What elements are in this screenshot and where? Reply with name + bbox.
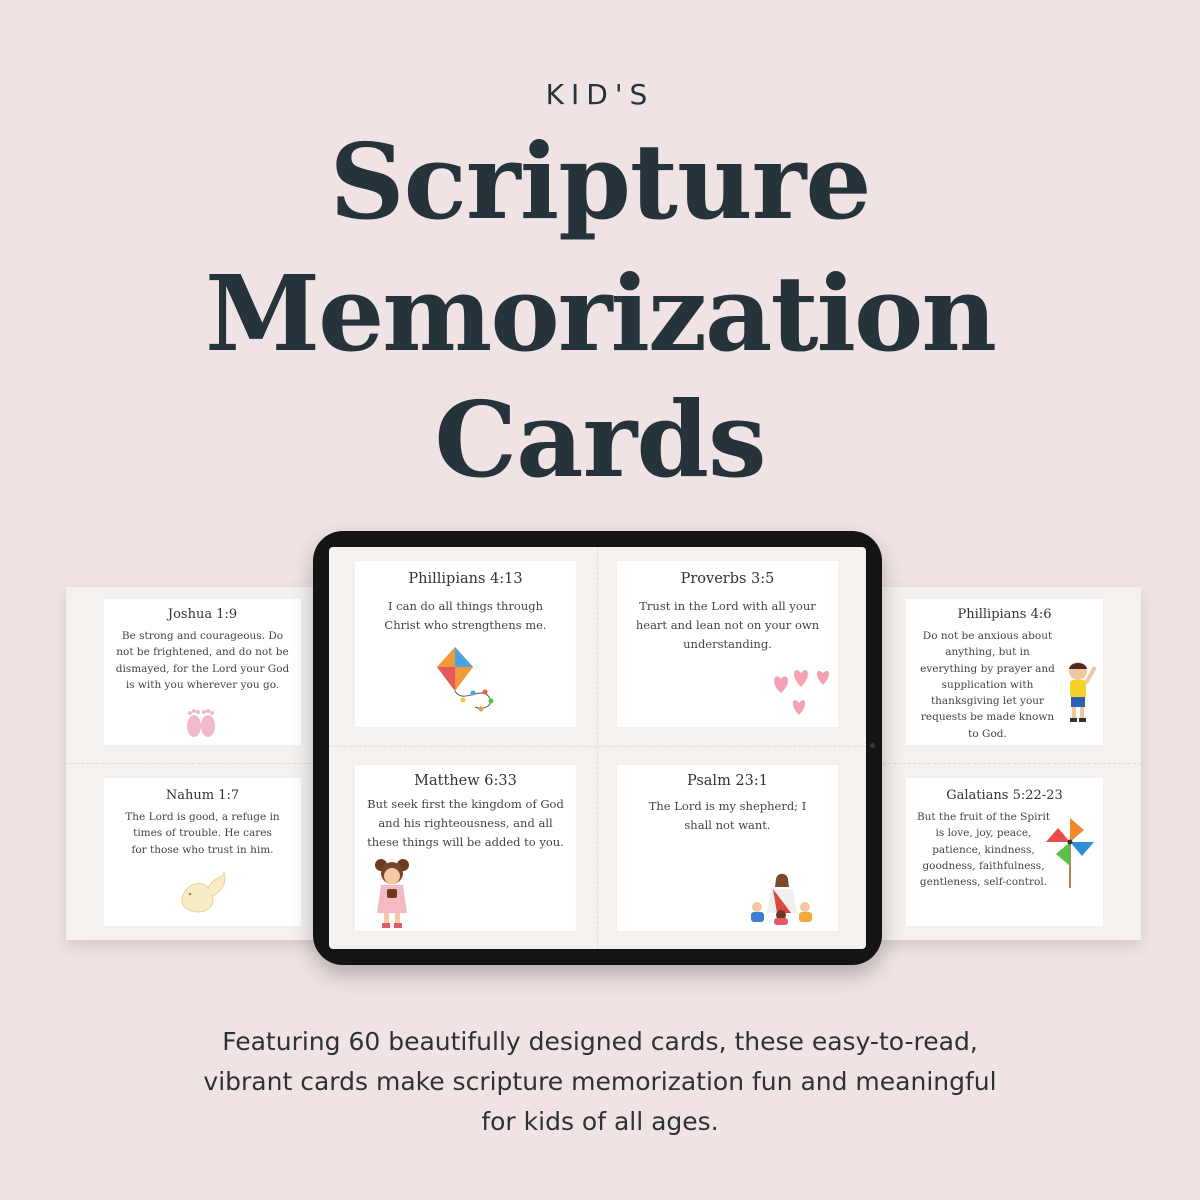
card-proverbs <box>617 561 838 727</box>
title-line-2: Memorization <box>205 252 995 375</box>
card-reference: Phillipians 4:13 <box>408 571 523 587</box>
card-verse: Be strong and courageous. Do not be frightened, and do not be dismayed, for the Lord your God is with you wherever you go. <box>115 630 290 691</box>
card-verse: The Lord is good, a refuge in times of trouble. He cares for those who trust in him. <box>125 811 280 856</box>
card-verse: The Lord is my shepherd; I shall not want. <box>648 799 807 832</box>
card-galatians <box>906 778 1103 926</box>
girl-icon <box>373 855 413 931</box>
camera-dot <box>870 743 875 748</box>
cut-line <box>878 763 1141 764</box>
cut-line <box>66 763 326 764</box>
card-reference: Phillipians 4:6 <box>957 607 1052 622</box>
footer-description: Featuring 60 beautifully designed cards, these easy-to-read, vibrant cards make scripture memorization fun and meaningful for kids of all ages. <box>203 1027 997 1136</box>
boy-icon <box>1062 659 1098 725</box>
card-reference: Matthew 6:33 <box>414 773 517 789</box>
kicker: KID'S <box>545 78 655 111</box>
card-verse: But seek first the kingdom of God and his righteousness, and all these things will be added to you. <box>367 797 564 849</box>
pinwheel-icon <box>1046 816 1096 890</box>
card-reference: Proverbs 3:5 <box>680 571 775 587</box>
card-verse: But the fruit of the Spirit is love, joy, peace, patience, kindness, goodness, faithfulness, gentleness, self-control. <box>916 811 1051 889</box>
dove-icon <box>174 868 230 918</box>
card-phillipians-4-6 <box>906 599 1103 745</box>
right-card-sheet <box>878 587 1141 940</box>
tablet-device <box>313 531 882 965</box>
card-reference: Nahum 1:7 <box>165 788 240 803</box>
cut-line-vertical <box>597 547 598 949</box>
card-matthew <box>355 765 576 931</box>
card-verse: Do not be anxious about anything, but in everything by prayer and supplication with thanksgiving let your requests be made known to God. <box>920 630 1055 740</box>
card-phillipians-4-13 <box>355 561 576 727</box>
card-reference: Galatians 5:22-23 <box>946 788 1063 803</box>
card-verse: Trust in the Lord with all your heart and lean not on your own understanding. <box>635 599 820 651</box>
card-verse: I can do all things through Christ who strengthens me. <box>384 599 547 632</box>
hearts-icon <box>767 663 837 719</box>
jesus-children-icon <box>747 873 817 925</box>
baby-feet-icon <box>184 707 218 739</box>
card-joshua <box>104 599 301 745</box>
tablet-screen <box>329 547 866 949</box>
title-line-3: Cards <box>434 378 766 501</box>
card-nahum <box>104 778 301 926</box>
left-card-sheet <box>66 587 326 940</box>
card-reference: Joshua 1:9 <box>167 607 238 622</box>
kite-icon <box>433 645 507 715</box>
card-reference: Psalm 23:1 <box>686 773 768 789</box>
card-psalm <box>617 765 838 931</box>
title-line-1: Scripture <box>329 120 871 243</box>
